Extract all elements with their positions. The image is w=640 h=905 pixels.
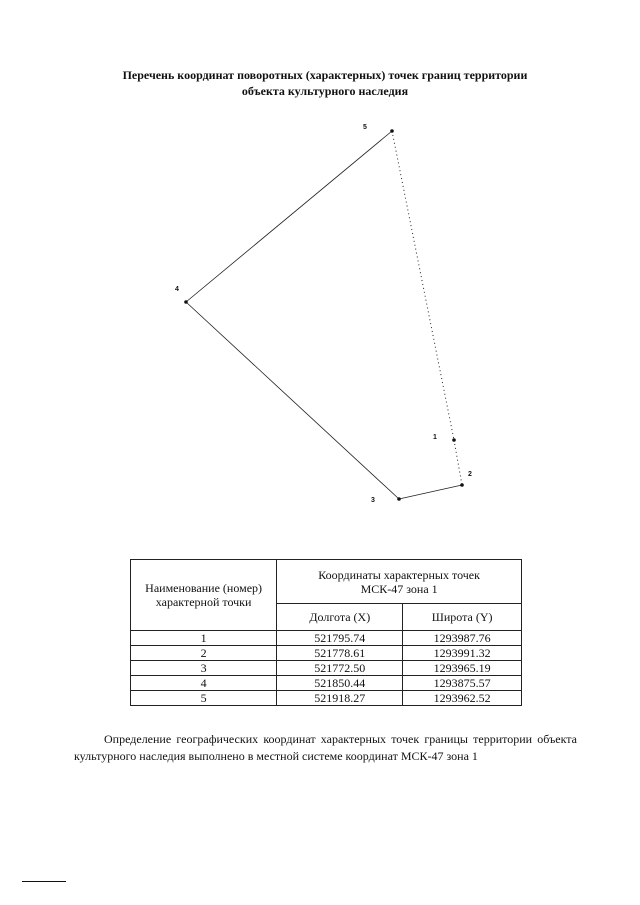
header-x: Долгота (X) xyxy=(277,604,403,631)
boundary-point-2 xyxy=(460,483,464,487)
boundary-point-1 xyxy=(452,438,456,442)
coordinates-table xyxy=(130,559,522,706)
row-x-value: 521918.27 xyxy=(277,691,403,706)
table-row xyxy=(131,646,522,661)
row-point-number: 4 xyxy=(131,676,277,691)
row-y-value: 1293875.57 xyxy=(403,676,522,691)
boundary-point-3 xyxy=(397,497,401,501)
point-label-3: 3 xyxy=(371,497,375,504)
row-y-value: 1293965.19 xyxy=(403,661,522,676)
row-x-value: 521772.50 xyxy=(277,661,403,676)
row-y-value: 1293962.52 xyxy=(403,691,522,706)
row-x-value: 521778.61 xyxy=(277,646,403,661)
note-paragraph: Определение географических координат характерных точек границы территории объекта культурного наследия выполнено в местной системе координат МСК-47 зона 1 xyxy=(74,732,577,763)
row-y-value: 1293991.32 xyxy=(403,646,522,661)
title-line-2: объекта культурного наследия xyxy=(241,84,409,98)
row-point-number: 2 xyxy=(131,646,277,661)
table-row xyxy=(131,691,522,706)
header-y: Широта (Y) xyxy=(403,604,522,631)
edge-2-3 xyxy=(399,485,462,499)
table-row xyxy=(131,631,522,646)
boundary-point-5 xyxy=(390,129,394,133)
row-point-number: 3 xyxy=(131,661,277,676)
row-point-number: 5 xyxy=(131,691,277,706)
header-coordinates-line-2: МСК-47 зона 1 xyxy=(360,581,438,596)
row-point-number: 1 xyxy=(131,631,277,646)
point-label-2: 2 xyxy=(468,471,472,478)
row-x-value: 521850.44 xyxy=(277,676,403,691)
boundary-point-4 xyxy=(184,300,188,304)
header-coordinates xyxy=(277,560,522,604)
point-label-5: 5 xyxy=(363,124,367,131)
point-label-1: 1 xyxy=(433,434,437,441)
edge-1-2 xyxy=(454,440,462,485)
header-point-name: Наименование (номер) характерной точки xyxy=(131,560,277,631)
edge-3-4 xyxy=(186,302,399,499)
table-row xyxy=(131,661,522,676)
table-row xyxy=(131,676,522,691)
title-line-1: Перечень координат поворотных (характерных) точек границ территории xyxy=(122,68,528,82)
header-coordinates-line-1: Координаты характерных точек xyxy=(318,567,480,582)
footnote-divider xyxy=(22,881,66,882)
row-x-value: 521795.74 xyxy=(277,631,403,646)
edge-5-1 xyxy=(392,131,454,440)
point-label-4: 4 xyxy=(175,286,179,293)
edge-4-5 xyxy=(186,131,392,302)
row-y-value: 1293987.76 xyxy=(403,631,522,646)
